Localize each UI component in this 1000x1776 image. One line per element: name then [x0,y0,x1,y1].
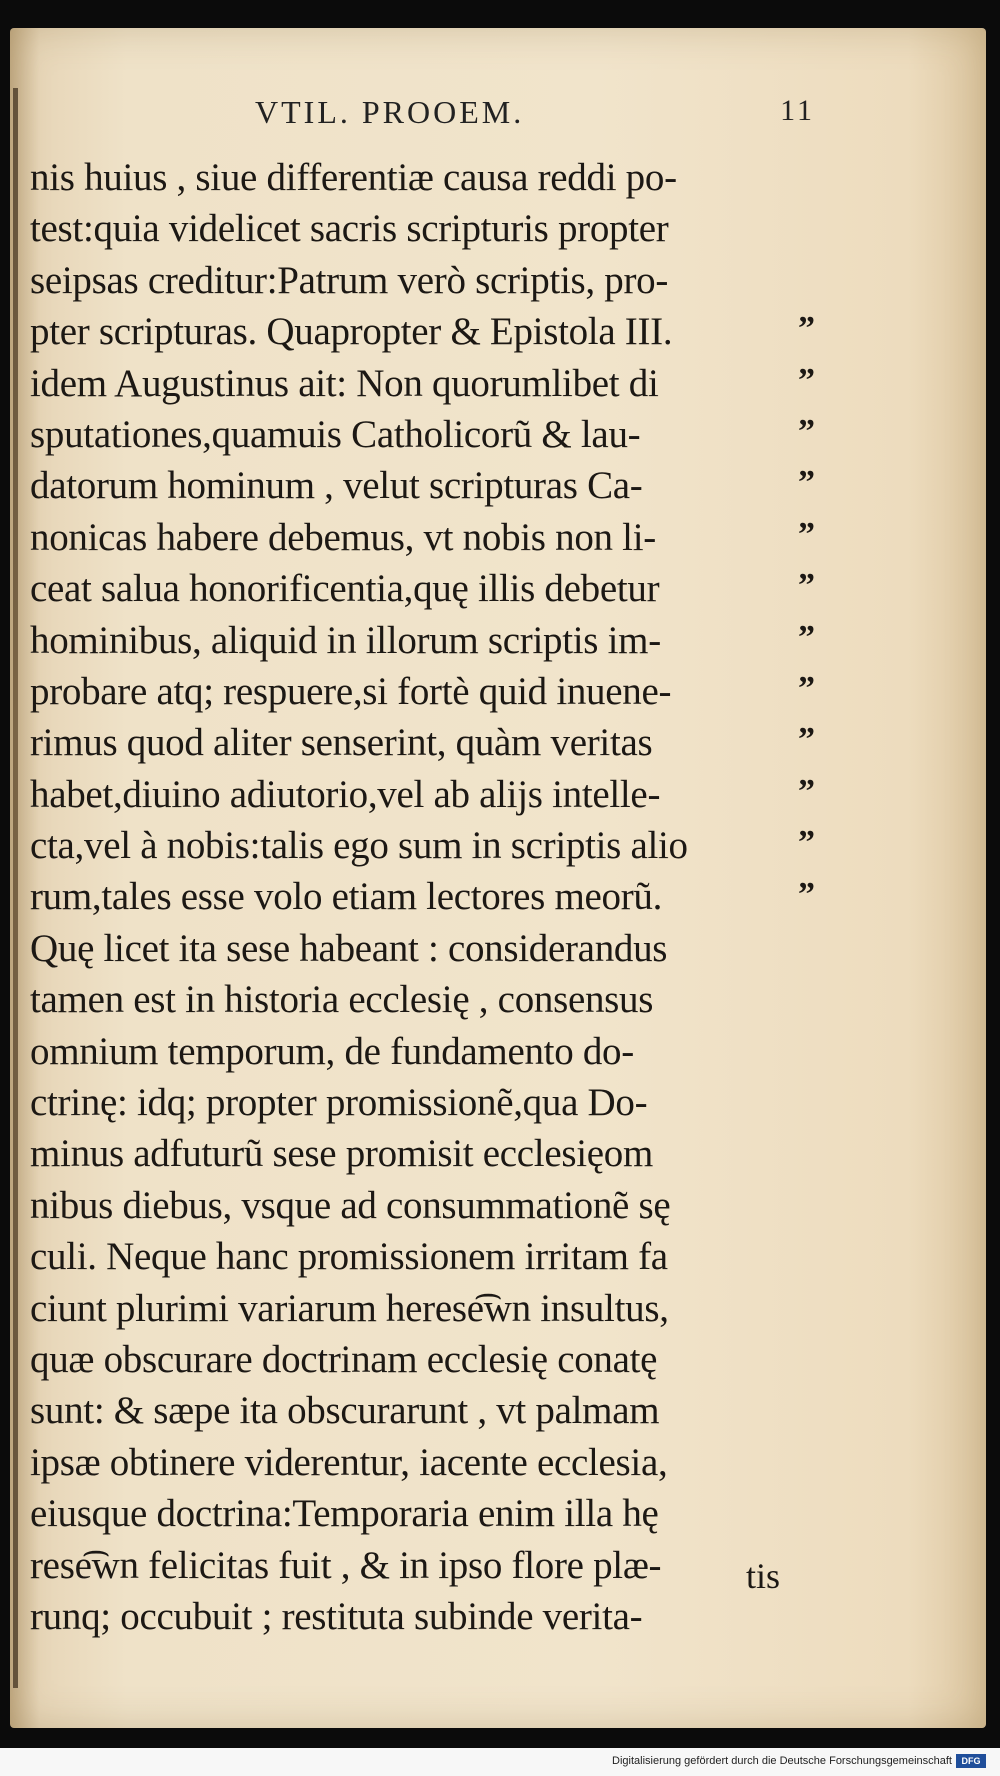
text-line: quæ obscurare doctrinam ecclesię conatę [30,1337,658,1381]
text-line: nibus diebus, vsque ad consummationẽ sę [30,1183,671,1227]
quote-mark: ” [798,875,815,913]
running-head [255,94,815,144]
quote-mark: ” [798,413,815,450]
text-line: runq; occubuit ; restituta subinde verita- [30,1594,643,1638]
footer-credit: Digitalisierung gefördert durch die Deutsche Forschungsgemeinschaft [612,1755,952,1767]
text-line: ipsæ obtinere viderentur, iacente ecclesia, [30,1440,668,1484]
folio-number: 11 [780,94,815,127]
quote-mark: ” [798,824,815,862]
quote-mark: ” [798,772,815,810]
text-line: seipsas creditur:Patrum verò scriptis, pro- [30,258,669,302]
binding-edge [13,88,18,1688]
text-line: culi. Neque hanc promissionem irritam fa [30,1235,668,1279]
quote-mark: ” [798,618,815,656]
catchword: tis [745,1556,780,1596]
text-line: rese͡wn felicitas fuit , & in ipso flore plæ- [30,1543,662,1587]
text-line: pter scripturas. Quapropter & Epistola III. [30,310,673,354]
quote-mark: ” [798,464,815,502]
text-line: eiusque doctrina:Temporaria enim illa hę [30,1492,659,1536]
text-line: minus adfuturũ sese promisit ecclesięom [30,1132,653,1176]
text-line: tamen est in historia ecclesię , consensus [30,978,654,1022]
quote-mark: ” [798,361,815,399]
text-line: ciunt plurimi variarum herese͡wn insultus, [30,1286,669,1330]
text-line: probare atq; respuere,si fortè quid inuene- [30,669,672,713]
text-block [30,152,800,1642]
text-line: ceat salua honorificentia,quę illis debetur [30,567,660,611]
quote-mark: ” [798,310,815,348]
text-line: Quę licet ita sese habeant : considerandus [30,926,668,970]
quote-mark: ” [798,670,815,707]
running-title: VTIL. PROOEM. [255,94,525,130]
text-line: cta,vel à nobis:talis ego sum in scriptis alio [30,824,688,868]
text-line: test:quia videlicet sacris scripturis propter [30,207,669,251]
quote-mark: ” [798,515,815,553]
text-line: datorum hominum , velut scripturas Ca- [30,464,643,508]
digitization-footer [0,1748,1000,1776]
dfg-logo: DFG [956,1754,986,1768]
text-line: rimus quod aliter senserint, quàm veritas [30,721,653,765]
text-line: hominibus, aliquid in illorum scriptis im- [30,618,661,662]
text-line: sunt: & sæpe ita obscurarunt , vt palmam [30,1389,660,1433]
text-line: nonicas habere debemus, vt nobis non li- [30,515,656,559]
text-line: rum,tales esse volo etiam lectores meorũ. [30,875,663,919]
text-line: sputationes,quamuis Catholicorũ & lau- [30,412,641,456]
text-line: idem Augustinus ait: Non quorumlibet di [30,361,659,405]
text-line: habet,diuino adiutorio,vel ab alijs intelle- [30,772,661,816]
quote-mark: ” [798,567,815,605]
text-line: omnium temporum, de fundamento do- [30,1029,634,1073]
quote-mark: ” [798,721,815,759]
text-line: ctrinę: idq; propter promissionẽ,qua Do- [30,1081,648,1125]
text-line: nis huius , siue differentiæ causa reddi po- [30,156,677,199]
